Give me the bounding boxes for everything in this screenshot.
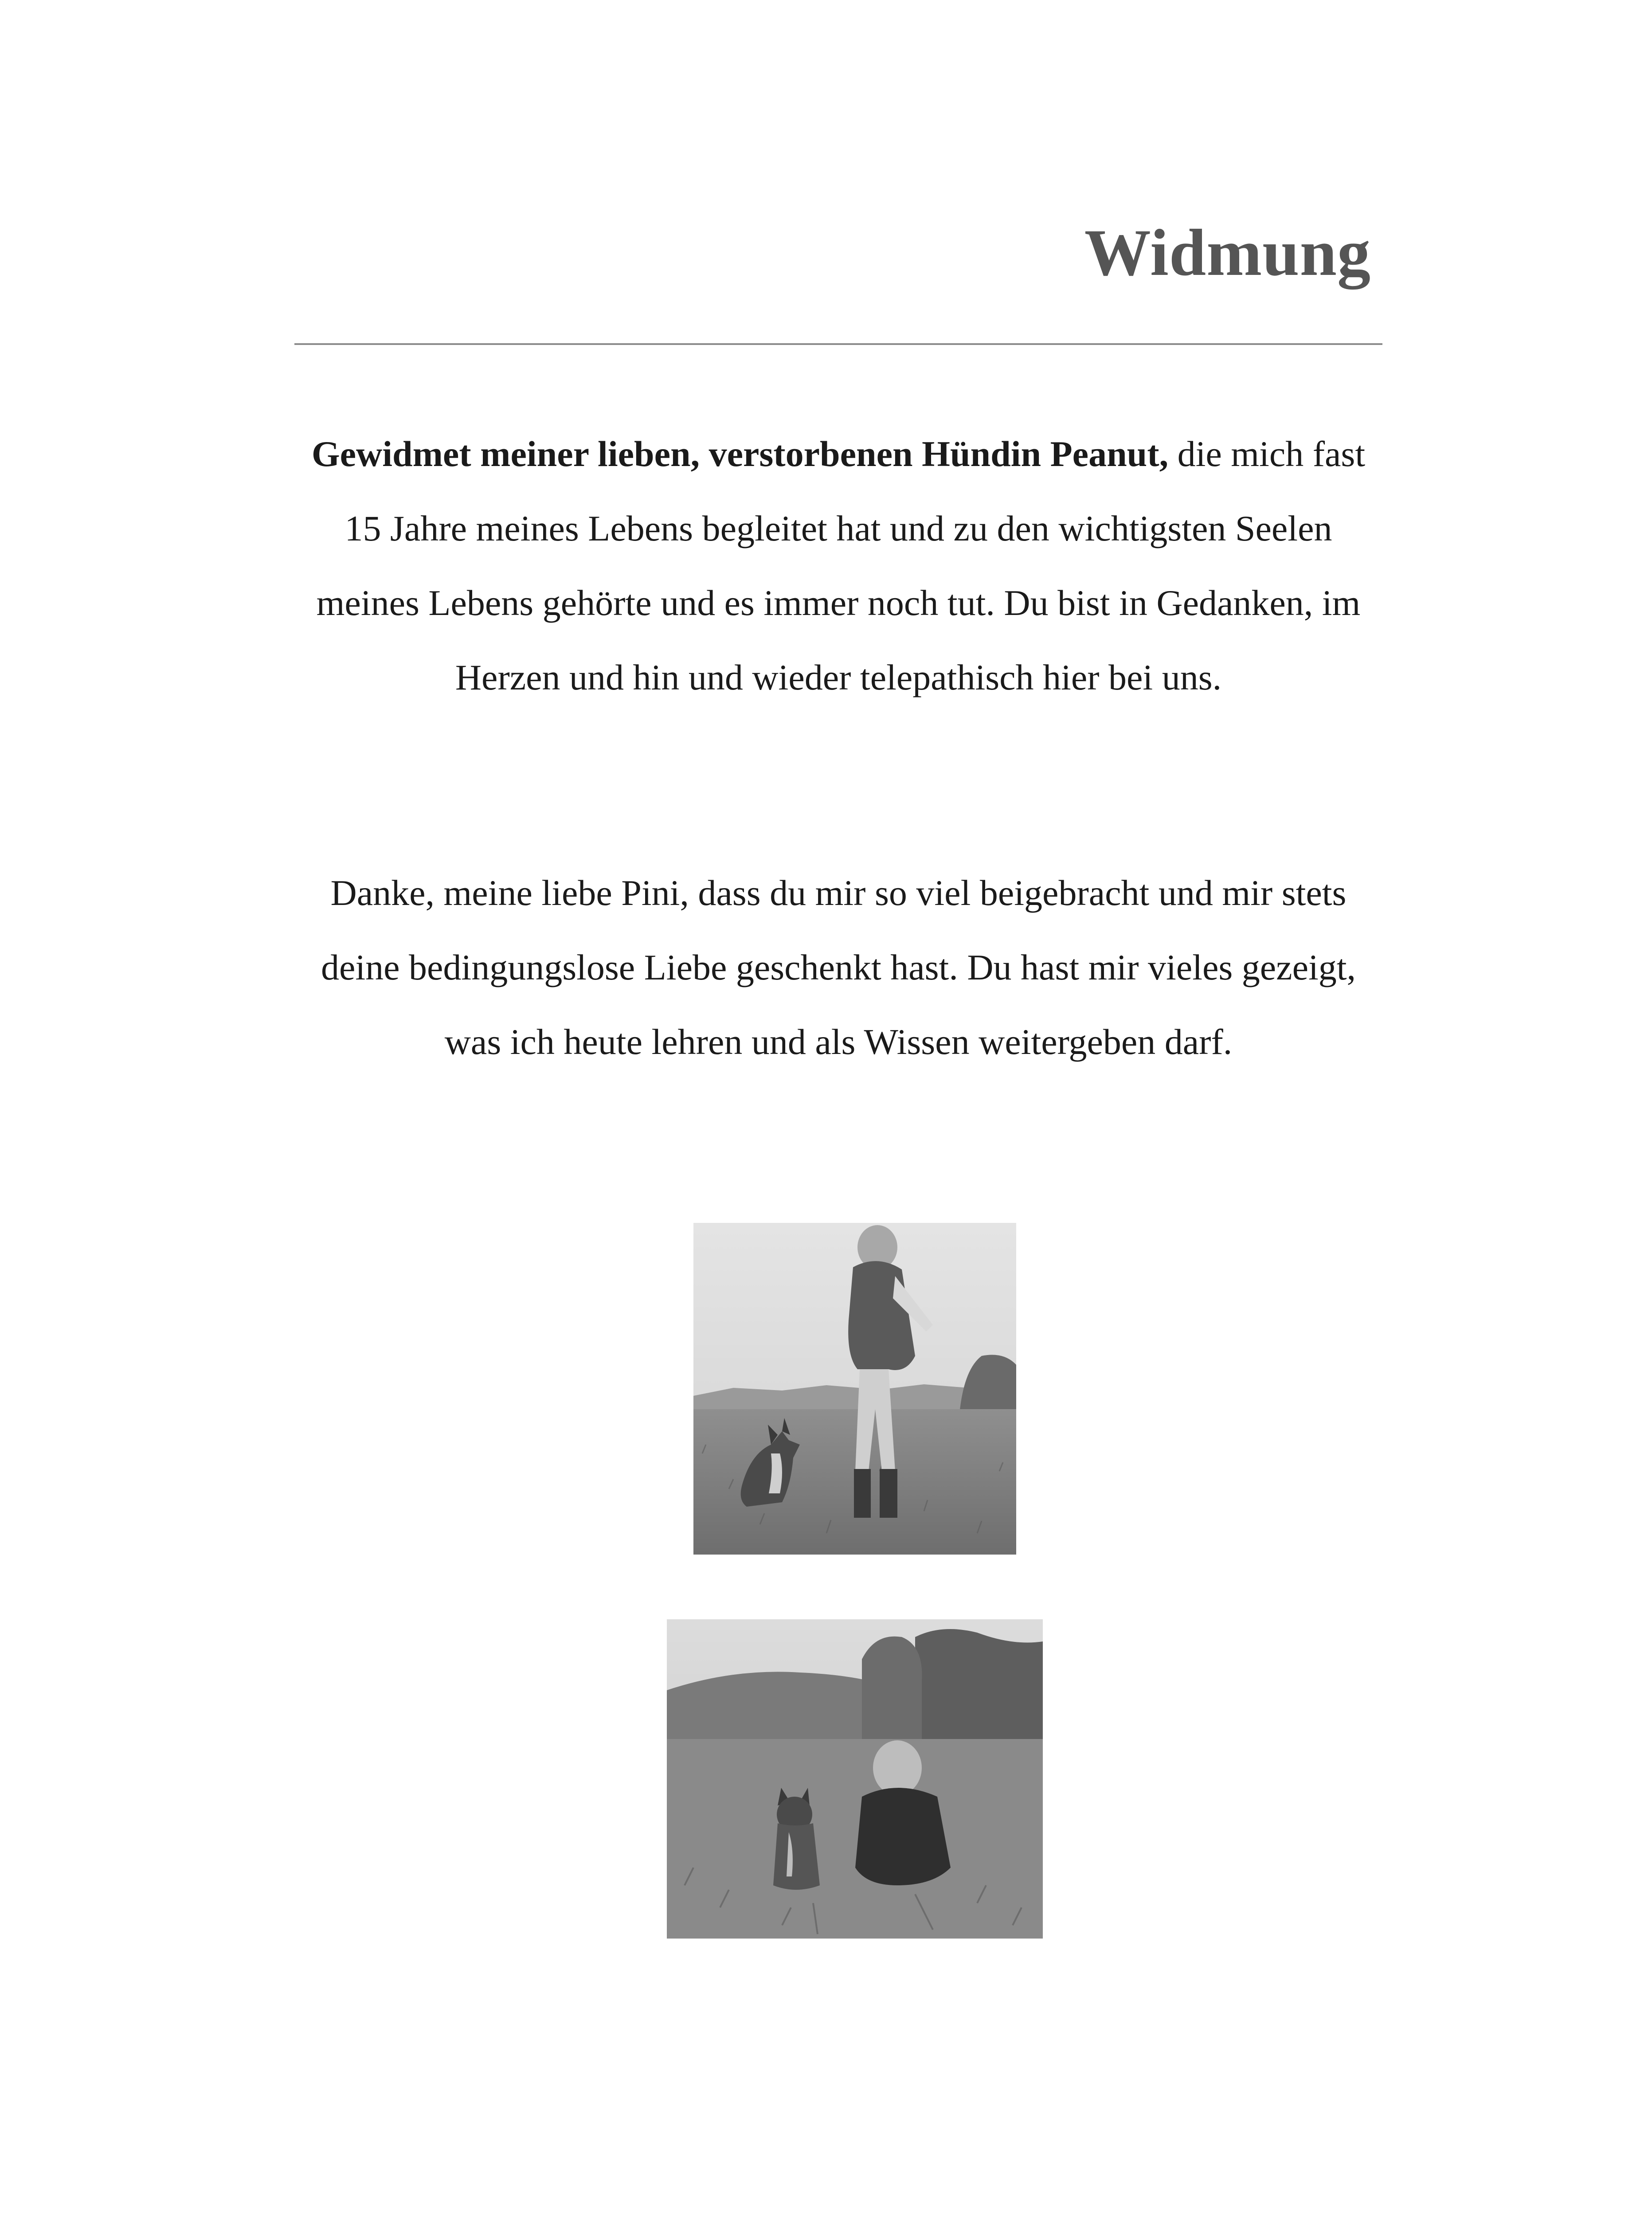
title-divider: [294, 343, 1382, 345]
dedication-paragraph: [294, 417, 1382, 715]
photo-woman-and-dog-sitting: [667, 1619, 1043, 1939]
dedication-body: die mich fast 15 Jahre meines Lebens begleitet hat und zu den wichtigsten Seelen meines Lebens gehörte und es immer noch tut. Du bist in Gedanken, im Herzen und hin und wieder telepathisch hier bei uns.: [316, 434, 1366, 697]
photo-woman-walking-with-dog-image: [693, 1223, 1016, 1555]
thanks-paragraph: Danke, meine liebe Pini, dass du mir so viel beigebracht und mir stets deine bedingungslose Liebe geschenkt hast. Du hast mir vieles gezeigt, was ich heute lehren und als Wissen weitergeben darf.: [321, 873, 1356, 1062]
photo-woman-walking-with-dog: [693, 1223, 1016, 1555]
dedication-lead: Gewidmet meiner lieben, verstorbenen Hündin Peanut,: [311, 434, 1169, 474]
photo-woman-and-dog-sitting-image: [667, 1619, 1043, 1939]
page-title: Widmung: [1084, 216, 1371, 290]
